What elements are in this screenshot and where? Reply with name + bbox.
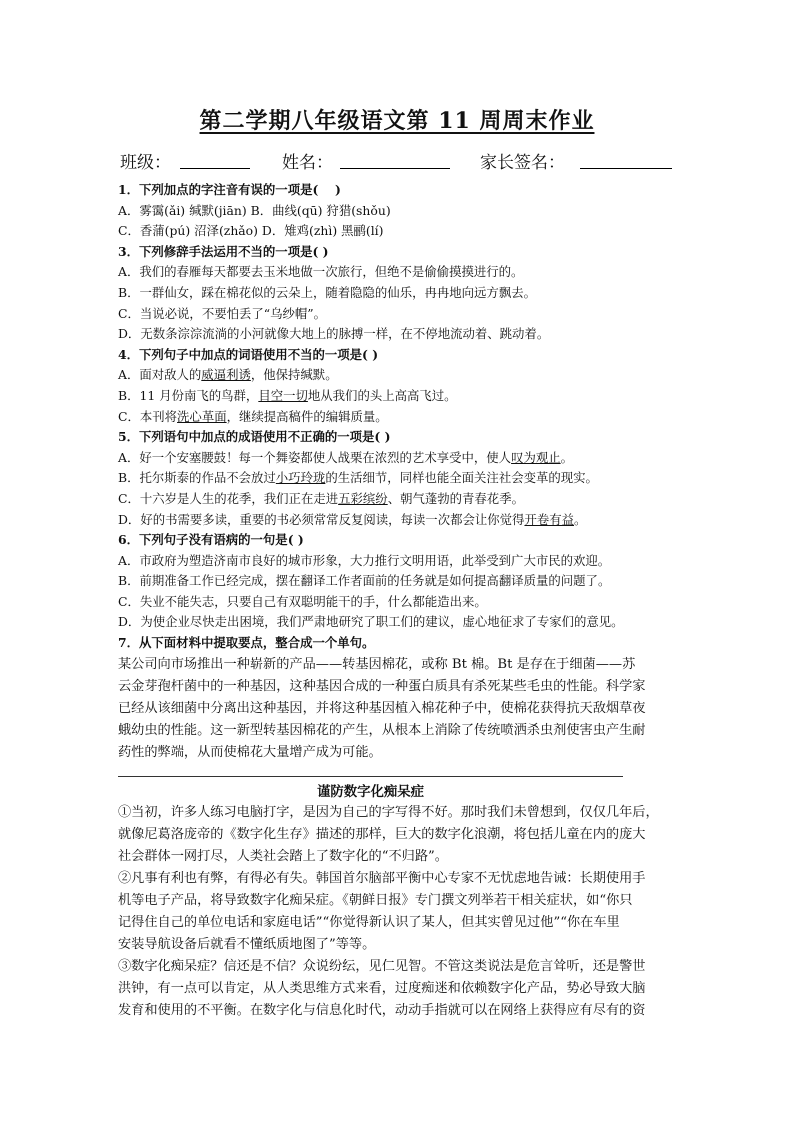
article-body (118, 802, 683, 1022)
question-6-option-b: B．前期准备工作已经完成，摆在翻译工作者面前的任务就是如何提高翻译质量的问题了。 (118, 573, 611, 589)
question-5-option-b: B．托尔斯泰的作品不会放过小巧玲珑的生活细节，同样也能全面关注社会变革的现实。 (118, 470, 598, 486)
question-3-stem: 3．下列修辞手法运用不当的一项是( ) (118, 243, 329, 259)
parent-signature-blank (580, 168, 672, 169)
article-line: ①当初，许多人练习电脑打字，是因为自己的字写得不好。那时我们未曾想到，仅仅几年后， (118, 805, 659, 820)
material-line: 云金芽孢杆菌中的一种基因，这种基因合成的一种蛋白质具有杀死某些毛虫的性能。科学家 (118, 678, 646, 694)
question-6-option-c: C．失业不能失志，只要自己有双聪明能干的手，什么都能造出来。 (118, 593, 487, 609)
student-info-row (120, 148, 680, 172)
question-3-option-d: D．无数条淙淙流淌的小河就像大地上的脉搏一样，在不停地流动着、跳动着。 (118, 326, 550, 342)
article-line: 发育和使用的不平衡。在数字化与信息化时代，动动手指就可以在网络上获得应有尽有的资 (118, 1003, 646, 1018)
name-blank (340, 168, 450, 169)
question-6-stem: 6．下列句子没有语病的一句是( ) (118, 532, 304, 548)
underlined-term: 目空一切 (258, 387, 308, 403)
question-6-option-d: D．为使企业尽快走出困境，我们严肃地研究了职工们的建议，虚心地征求了专家们的意见。 (118, 614, 624, 630)
question-4-option-b: B．11 月份南飞的鸟群，目空一切地从我们的头上高高飞过。 (118, 387, 457, 403)
question-7-stem: 7．从下面材料中提取要点，整合成一个单句。 (118, 635, 375, 651)
article-line: ③数字化痴呆症？信还是不信？众说纷纭，见仁见智。不管这类说法是危言耸听，还是警世 (118, 959, 646, 974)
material-line: 某公司向市场推出一种崭新的产品——转基因棉花，或称 Bt 棉。Bt 是存在于细菌——苏 (118, 656, 636, 672)
question-5-option-c: C．十六岁是人生的花季，我们正在走进五彩缤纷、朝气蓬勃的青春花季。 (118, 490, 524, 506)
question-6-option-a: A．市政府为塑造济南市良好的城市形象，大力推行文明用语，此举受到广大市民的欢迎。 (118, 552, 611, 568)
question-1-options-cd: C．香蒲(pú) 沼泽(zhǎo) D．雉鸡(zhì) 黑鹂(lí) (118, 223, 384, 239)
page-title: 第二学期八年级语文第 11 周周末作业 (199, 108, 595, 134)
question-3-option-b: B．一群仙女，踩在棉花似的云朵上，随着隐隐的仙乐，冉冉地向远方飘去。 (118, 284, 536, 300)
article-line: 机等电子产品，将导致数字化痴呆症。《朝鲜日报》专门撰文列举若干相关症状，如“你只 (118, 893, 633, 908)
class-blank (180, 168, 250, 169)
underlined-term: 小巧玲珑 (275, 470, 326, 486)
article-line: 就像尼葛洛庞帝的《数字化生存》描述的那样，巨大的数字化浪潮，将包括儿童在内的庞大 (118, 827, 646, 842)
material-line: 已经从该细菌中分离出这种基因，并将这种基因植入棉花种子中，使棉花获得抗天敌烟草夜 (118, 700, 646, 716)
name-label: 姓名： (282, 153, 333, 173)
article-title: 谨防数字化痴呆症 (316, 784, 425, 800)
article-line: 洪钟，有一点可以肯定，从人类思维方式来看，过度痴迷和依赖数字化产品，势必导致大脑 (118, 981, 646, 996)
question-3-option-c: C．当说必说，不要怕丢了“乌纱帽”。 (118, 305, 327, 321)
question-1-options-ab: A．雾霭(ǎi) 缄默(jiān) B．曲线(qū) 狩猎(shǒu) (118, 202, 391, 218)
class-label: 班级： (120, 153, 171, 173)
material-line: 蛾幼虫的性能。这一新型转基因棉花的产生，从根本上消除了传统喷洒杀虫剂使害虫产生耐 (118, 722, 646, 738)
question-5-option-a: A．好一个安塞腰鼓！每一个舞姿都使人战栗在浓烈的艺术享受中，使人叹为观止。 (118, 449, 574, 465)
underlined-term: 威逼利诱 (201, 367, 251, 383)
question-5-stem: 5．下列语句中加点的成语使用不正确的一项是( ) (118, 429, 391, 445)
question-1-stem: 1．下列加点的字注音有误的一项是( ) (118, 182, 341, 197)
answer-line-divider (118, 776, 623, 777)
underlined-term: 开卷有益 (524, 511, 574, 527)
material-line: 药性的弊端，从而使棉花大量增产成为可能。 (118, 744, 382, 760)
question-4-stem: 4．下列句子中加点的词语使用不当的一项是( ) (118, 346, 379, 362)
article-line: 记得住自己的单位电话和家庭电话”“你觉得新认识了某人，但其实曾见过他”“你在车里 (118, 915, 620, 930)
article-line: ②凡事有利也有弊，有得必有失。韩国首尔脑部平衡中心专家不无忧虑地告诫：长期使用手 (118, 871, 646, 886)
question-5-option-d: D．好的书需要多读，重要的书必须常常反复阅读，每读一次都会让你觉得开卷有益。 (118, 511, 587, 527)
questions-section (118, 180, 683, 764)
question-3-option-a: A．我们的春雁每天都要去玉米地做一次旅行，但绝不是偷偷摸摸进行的。 (118, 264, 524, 280)
question-4-option-a: A．面对敌人的威逼利诱，他保持缄默。 (118, 367, 338, 383)
article-line: 安装导航设备后就看不懂纸质地图了”等等。 (118, 937, 376, 952)
underlined-term: 洗心革面 (177, 408, 227, 424)
underlined-term: 五彩缤纷 (338, 490, 388, 506)
parent-signature-label: 家长签名： (480, 153, 565, 173)
underlined-term: 叹为观止 (511, 449, 561, 465)
article-line: 社会群体一网打尽，人类社会踏上了数字化的“不归路”。 (118, 849, 448, 864)
question-4-option-c: C．本刊将洗心革面，继续提高稿件的编辑质量。 (118, 408, 388, 424)
